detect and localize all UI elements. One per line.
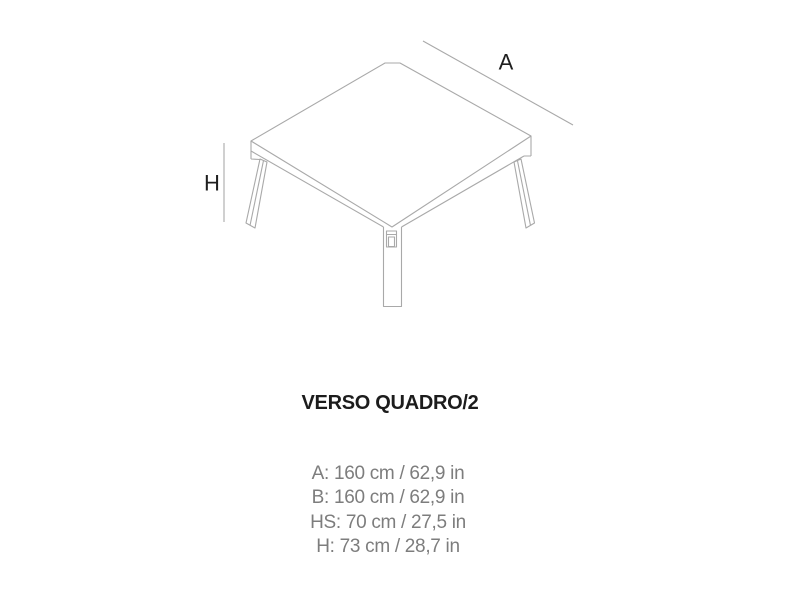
width-dimension-label: A [498, 49, 514, 75]
tabletop-right-corner-edge [402, 136, 532, 227]
tabletop-left-corner-edge [251, 141, 384, 227]
spec-line-b: B: 160 cm / 62,9 in [311, 487, 465, 509]
spec-line-h: H: 73 cm / 28,7 in [316, 536, 460, 558]
left-leg [246, 159, 267, 228]
dimension-specs [0, 462, 776, 560]
spec-line-hs: HS: 70 cm / 27,5 in [310, 511, 466, 533]
front-leg-bracket [387, 231, 397, 247]
drawing-strokes [224, 41, 573, 307]
right-leg [514, 159, 535, 228]
product-title: VERSO QUADRO/2 [301, 392, 479, 414]
tabletop-surface [251, 63, 531, 227]
spec-line-a: A: 160 cm / 62,9 in [311, 463, 465, 484]
height-dimension-label: H [204, 170, 220, 196]
